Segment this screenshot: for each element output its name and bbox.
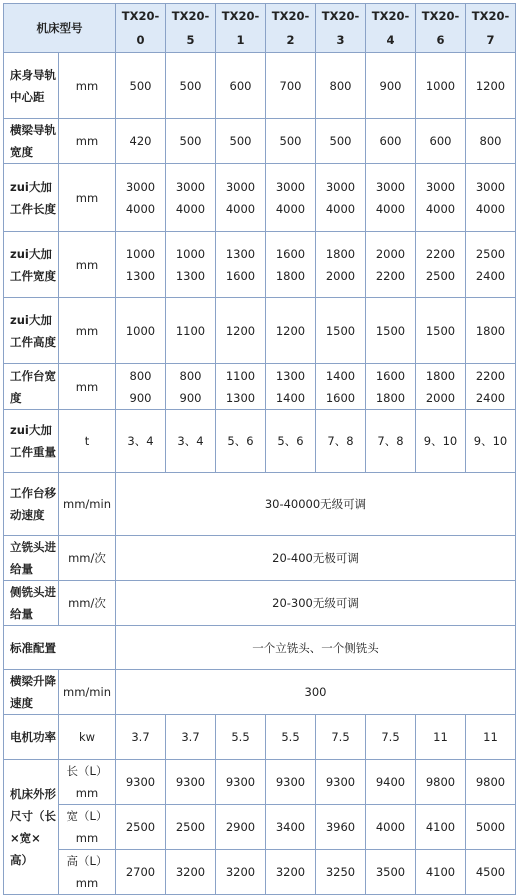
value-cell: 500: [166, 53, 216, 119]
value-cell: 9800: [416, 760, 466, 805]
row-unit: mm/次: [59, 536, 116, 581]
row-vertical-feed: [4, 536, 516, 581]
value-cell: 3、4: [166, 410, 216, 473]
value-cell: [416, 364, 466, 410]
value-line: 2400: [475, 390, 506, 405]
value-line: 800: [129, 368, 152, 383]
value-cell: 9300: [216, 760, 266, 805]
value-cell: [366, 232, 416, 298]
dimension-sublabel: [59, 805, 116, 850]
row-motor-power: [4, 715, 516, 760]
value-line: 2000: [325, 268, 356, 283]
value-line: 1300: [175, 268, 206, 283]
row-side-feed: [4, 581, 516, 626]
model-header: TX20-2: [266, 4, 316, 53]
value-cell: 5.5: [216, 715, 266, 760]
row-label: 工作台宽度: [4, 364, 59, 410]
value-line: 4000: [325, 201, 356, 216]
value-line: 1600: [225, 268, 256, 283]
value-line: 1000: [125, 246, 156, 261]
value-line: 2200: [425, 246, 456, 261]
value-cell: [216, 164, 266, 232]
row-max-height: [4, 298, 516, 364]
value-cell: [166, 364, 216, 410]
value-cell: 9800: [466, 760, 516, 805]
value-cell: [316, 232, 366, 298]
value-cell: [416, 164, 466, 232]
value-line: 1300: [125, 268, 156, 283]
value-cell: 3500: [366, 850, 416, 895]
row-max-weight: [4, 410, 516, 473]
dimension-unit: mm: [75, 786, 99, 800]
value-cell: 9300: [316, 760, 366, 805]
value-line: 900: [179, 390, 202, 405]
value-line: 1800: [275, 268, 306, 283]
row-unit: kw: [59, 715, 116, 760]
value-line: 3000: [125, 179, 156, 194]
value-cell: 2900: [216, 805, 266, 850]
header-row: [4, 4, 516, 53]
value-cell: [466, 364, 516, 410]
value-cell: 9、10: [416, 410, 466, 473]
row-label: 立铣头进给量: [4, 536, 59, 581]
value-line: 2200: [375, 268, 406, 283]
row-standard-config: [4, 626, 516, 670]
value-cell: 500: [216, 119, 266, 164]
row-bed-rail: [4, 53, 516, 119]
row-max-width: [4, 232, 516, 298]
value-line: 3000: [375, 179, 406, 194]
merged-value: 20-400无极可调: [116, 536, 516, 581]
value-line: 1800: [375, 390, 406, 405]
value-cell: 900: [366, 53, 416, 119]
model-header: TX20-6: [416, 4, 466, 53]
merged-value: 20-300无级可调: [116, 581, 516, 626]
row-label: 标准配置: [4, 626, 116, 670]
value-line: 1300: [225, 246, 256, 261]
value-cell: 7、8: [316, 410, 366, 473]
value-cell: 500: [266, 119, 316, 164]
value-cell: [266, 232, 316, 298]
value-cell: 1200: [466, 53, 516, 119]
value-cell: [116, 164, 166, 232]
value-line: 1600: [325, 390, 356, 405]
value-cell: 500: [166, 119, 216, 164]
value-cell: [116, 364, 166, 410]
value-cell: 5.5: [266, 715, 316, 760]
row-label: zui大加工件高度: [4, 298, 59, 364]
value-cell: [316, 164, 366, 232]
value-line: 1300: [275, 368, 306, 383]
value-cell: 4000: [366, 805, 416, 850]
value-cell: [116, 232, 166, 298]
value-cell: 500: [316, 119, 366, 164]
value-cell: 2700: [116, 850, 166, 895]
row-label: 横梁升降速度: [4, 670, 59, 715]
value-line: 2000: [375, 246, 406, 261]
row-unit: mm: [59, 119, 116, 164]
row-unit: mm: [59, 164, 116, 232]
value-cell: 3、4: [116, 410, 166, 473]
model-header: TX20-5: [166, 4, 216, 53]
value-cell: [216, 364, 266, 410]
dimension-sublabel: [59, 760, 116, 805]
value-line: 3000: [175, 179, 206, 194]
value-line: 3000: [475, 179, 506, 194]
value-cell: [316, 364, 366, 410]
value-cell: 7、8: [366, 410, 416, 473]
row-unit: mm/min: [59, 473, 116, 536]
value-cell: [166, 164, 216, 232]
dimension-axis: 宽（L）: [66, 809, 108, 823]
row-table-width: [4, 364, 516, 410]
value-cell: 700: [266, 53, 316, 119]
header-title: 机床型号: [4, 4, 116, 53]
row-max-length: [4, 164, 516, 232]
value-line: 1400: [325, 368, 356, 383]
value-cell: 600: [216, 53, 266, 119]
value-line: 1600: [375, 368, 406, 383]
value-line: 4000: [225, 201, 256, 216]
row-label: zui大加工件重量: [4, 410, 59, 473]
merged-value: 一个立铣头、一个侧铣头: [116, 626, 516, 670]
value-line: 4000: [175, 201, 206, 216]
dimension-axis: 长（L）: [66, 764, 108, 778]
model-header: TX20-7: [466, 4, 516, 53]
value-line: 1400: [275, 390, 306, 405]
value-cell: 3200: [266, 850, 316, 895]
value-cell: 1100: [166, 298, 216, 364]
model-header: TX20-4: [366, 4, 416, 53]
value-cell: 9300: [166, 760, 216, 805]
row-beam-lift: [4, 670, 516, 715]
row-table-speed: [4, 473, 516, 536]
value-line: 900: [129, 390, 152, 405]
value-line: 3000: [275, 179, 306, 194]
value-cell: [266, 164, 316, 232]
value-line: 4000: [425, 201, 456, 216]
value-cell: 1000: [416, 53, 466, 119]
value-cell: 5、6: [266, 410, 316, 473]
value-line: 3000: [325, 179, 356, 194]
row-unit: t: [59, 410, 116, 473]
row-dimension-length: [4, 760, 516, 805]
value-cell: [366, 364, 416, 410]
row-unit: mm/次: [59, 581, 116, 626]
value-cell: 500: [116, 53, 166, 119]
value-cell: 9400: [366, 760, 416, 805]
value-cell: 800: [466, 119, 516, 164]
value-cell: [416, 232, 466, 298]
value-cell: 3.7: [116, 715, 166, 760]
row-unit: mm/min: [59, 670, 116, 715]
model-header: TX20-1: [216, 4, 266, 53]
value-cell: 4100: [416, 850, 466, 895]
row-beam-rail: [4, 119, 516, 164]
value-cell: [466, 164, 516, 232]
value-cell: 600: [416, 119, 466, 164]
value-cell: 1200: [266, 298, 316, 364]
row-label: zui大加工件长度: [4, 164, 59, 232]
value-line: 4000: [475, 201, 506, 216]
row-label: zui大加工件宽度: [4, 232, 59, 298]
value-line: 4000: [375, 201, 406, 216]
value-cell: 7.5: [366, 715, 416, 760]
value-cell: 3200: [216, 850, 266, 895]
value-line: 2500: [425, 268, 456, 283]
value-cell: [366, 164, 416, 232]
model-header: TX20-3: [316, 4, 366, 53]
model-header: TX20-0: [116, 4, 166, 53]
value-line: 4000: [125, 201, 156, 216]
value-cell: 9300: [266, 760, 316, 805]
value-line: 3000: [425, 179, 456, 194]
row-label: 侧铣头进给量: [4, 581, 59, 626]
value-line: 1600: [275, 246, 306, 261]
row-dimension-width: [4, 805, 516, 850]
row-label: 工作台移动速度: [4, 473, 59, 536]
value-cell: 1000: [116, 298, 166, 364]
row-unit: mm: [59, 364, 116, 410]
value-line: 2400: [475, 268, 506, 283]
merged-value: 30-40000无级可调: [116, 473, 516, 536]
value-line: 2200: [475, 368, 506, 383]
row-label: 机床外形尺寸（长×宽×高）: [4, 760, 59, 895]
value-cell: 11: [466, 715, 516, 760]
value-cell: 7.5: [316, 715, 366, 760]
value-line: 4000: [275, 201, 306, 216]
row-label: 横梁导轨宽度: [4, 119, 59, 164]
value-cell: [216, 232, 266, 298]
value-cell: 420: [116, 119, 166, 164]
value-line: 800: [179, 368, 202, 383]
value-cell: 11: [416, 715, 466, 760]
value-cell: 3400: [266, 805, 316, 850]
value-cell: 1500: [366, 298, 416, 364]
value-cell: 9、10: [466, 410, 516, 473]
row-unit: mm: [59, 298, 116, 364]
value-cell: 3960: [316, 805, 366, 850]
value-cell: [466, 232, 516, 298]
value-cell: 3250: [316, 850, 366, 895]
value-cell: [166, 232, 216, 298]
value-cell: 2500: [166, 805, 216, 850]
value-cell: 4500: [466, 850, 516, 895]
value-cell: 1800: [466, 298, 516, 364]
value-cell: 5000: [466, 805, 516, 850]
value-line: 1100: [225, 368, 256, 383]
value-line: 1300: [225, 390, 256, 405]
value-cell: 4100: [416, 805, 466, 850]
row-unit: mm: [59, 232, 116, 298]
row-label: 床身导轨中心距: [4, 53, 59, 119]
value-cell: 1200: [216, 298, 266, 364]
value-line: 1000: [175, 246, 206, 261]
value-cell: 3.7: [166, 715, 216, 760]
spec-table: [3, 3, 516, 895]
value-cell: 3200: [166, 850, 216, 895]
dimension-axis: 高（L）: [66, 854, 108, 868]
value-cell: 600: [366, 119, 416, 164]
value-cell: 1500: [316, 298, 366, 364]
value-line: 1800: [325, 246, 356, 261]
merged-value: 300: [116, 670, 516, 715]
dimension-unit: mm: [75, 876, 99, 890]
value-line: 2500: [475, 246, 506, 261]
value-cell: 800: [316, 53, 366, 119]
value-cell: 5、6: [216, 410, 266, 473]
value-line: 3000: [225, 179, 256, 194]
row-label: 电机功率: [4, 715, 59, 760]
row-unit: mm: [59, 53, 116, 119]
value-line: 2000: [425, 390, 456, 405]
value-line: 1800: [425, 368, 456, 383]
dimension-unit: mm: [75, 831, 99, 845]
value-cell: 9300: [116, 760, 166, 805]
value-cell: 2500: [116, 805, 166, 850]
value-cell: [266, 364, 316, 410]
value-cell: 1500: [416, 298, 466, 364]
